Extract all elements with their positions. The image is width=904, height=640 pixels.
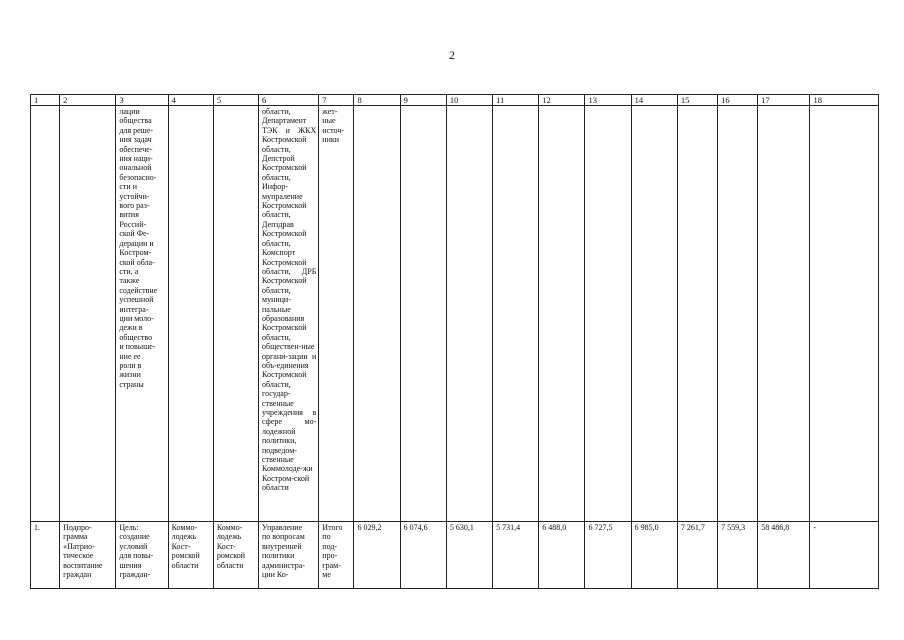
table-row — [31, 106, 879, 522]
value-cell: 6 074,6 — [400, 522, 446, 589]
value-cell: 5 630,1 — [446, 522, 492, 589]
value-cell: 6 727,5 — [585, 522, 631, 589]
header-cell: 11 — [493, 95, 539, 106]
value-cell: 6 488,0 — [539, 522, 585, 589]
result-cell: - — [810, 522, 879, 589]
header-cell: 4 — [168, 95, 213, 106]
header-cell: 7 — [319, 95, 354, 106]
page-number: 2 — [449, 48, 455, 62]
header-cell: 1 — [31, 95, 60, 106]
header-cell: 13 — [585, 95, 631, 106]
funding-source-continued: жет- ные источ- ники — [319, 106, 354, 522]
header-cell: 16 — [718, 95, 758, 106]
executors-text-continued: области, Департамент ТЭК и ЖКХ Костромской области, Депстрой Костромской области, Инфор-мупраление Костромской области, Депздрав Костромской области, Комспорт Костромской области, ДРБ Костромской области, муници-пальные образования Костромской области, обществен-ные органи-зации и объ-единения Костромской области, государ-ственные учреждения в сфере мо-лодежной политики, подведом-ственные Коммолоде-жи Костром-ской области — [259, 106, 319, 522]
goal-text-continued: лации общества для реше- ния задач обеспече- ния наци- ональной безопасно- сти и устойчи- вого раз- вития Россий- ской Фе- дерации и Костром- ской обла- сти, а также содействие успешной интегра- ции моло- дежи в общество и повыше- ние ее роли в жизни страны — [116, 106, 168, 522]
program-table — [30, 94, 879, 589]
header-cell: 8 — [354, 95, 400, 106]
value-cell: 7 261,7 — [677, 522, 717, 589]
header-cell: 5 — [213, 95, 258, 106]
header-cell: 2 — [60, 95, 116, 106]
header-cell: 12 — [539, 95, 585, 106]
participants: Управление по вопросам внутренней политики администра- ции Ко- — [259, 522, 319, 589]
value-cell: 7 559,3 — [718, 522, 758, 589]
header-cell: 10 — [446, 95, 492, 106]
value-cell: 6 985,0 — [631, 522, 677, 589]
goal-text: Цель: создание условий для повы- шения граждан- — [116, 522, 168, 589]
header-cell: 6 — [259, 95, 319, 106]
responsible-executor: Коммо- лодежь Кост- ромской области — [168, 522, 213, 589]
header-cell: 14 — [631, 95, 677, 106]
header-cell: 18 — [810, 95, 879, 106]
header-cell: 9 — [400, 95, 446, 106]
header-cell: 17 — [758, 95, 810, 106]
table-row — [31, 522, 879, 589]
column-number-row — [31, 95, 879, 106]
subprogram-name: Подпро- грамма «Патрио- тическое воспитание граждан — [60, 522, 116, 589]
value-cell: 6 029,2 — [354, 522, 400, 589]
funding-source: Итого по под- про- грам- ме — [319, 522, 354, 589]
header-cell: 3 — [116, 95, 168, 106]
value-cell: 5 731,4 — [493, 522, 539, 589]
row-number: 1. — [31, 522, 60, 589]
header-cell: 15 — [677, 95, 717, 106]
coordinator: Коммо- лодежь Кост- ромской области — [213, 522, 258, 589]
total-cell: 58 486,8 — [758, 522, 810, 589]
